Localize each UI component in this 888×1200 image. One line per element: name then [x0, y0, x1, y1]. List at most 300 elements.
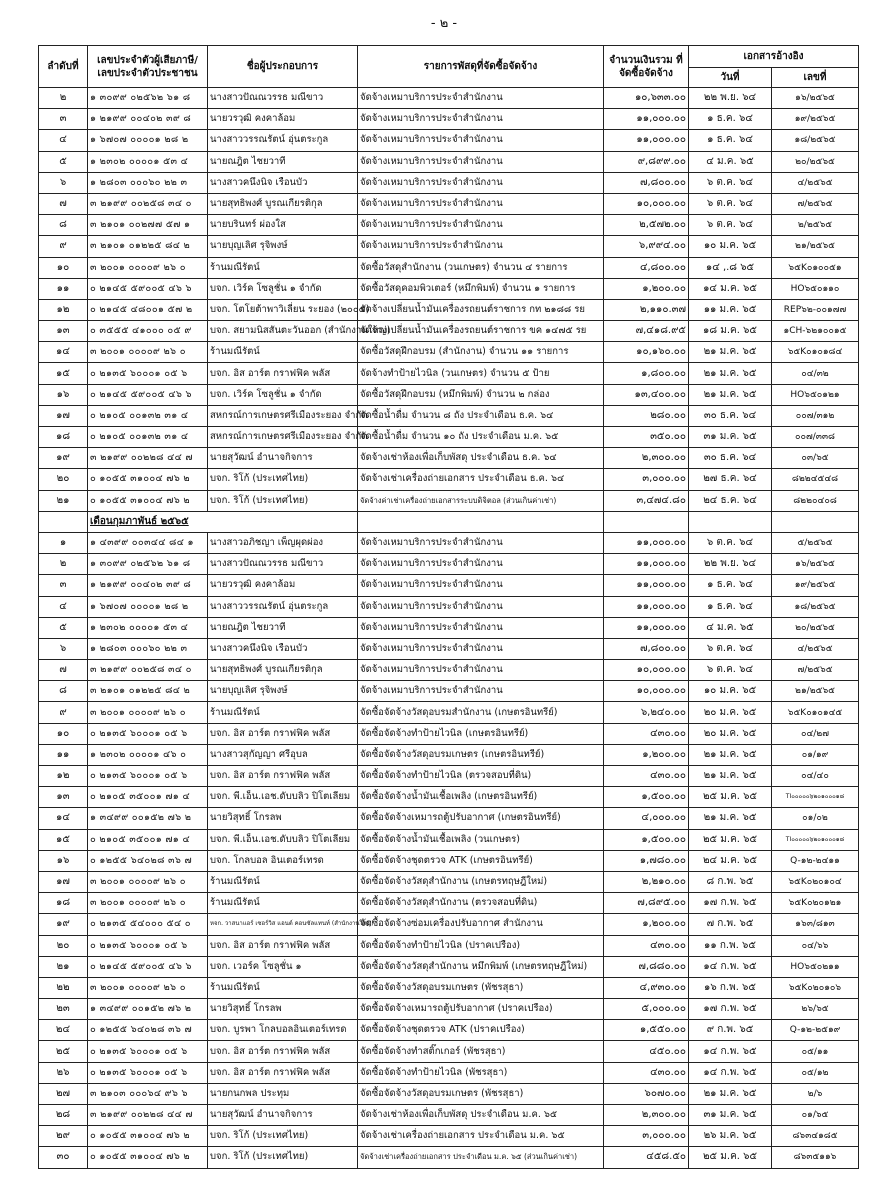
cell-doc-no: ๑CH-๖๒๑๐๐๑๕: [772, 321, 859, 342]
cell-item: จัดซื้อน้ำดื่ม จำนวน ๑๐ ถัง ประจำเดือน ม.ค. ๖๕: [358, 427, 604, 448]
cell-vendor: บจก. อิส อาร์ต กราฟฟิค พลัส: [208, 363, 358, 384]
cell-tax-id: ๓ ๒๐๐๑ ๐๐๐๐๙ ๒๖ ๐: [88, 257, 208, 278]
cell-amount: ๗,๘๐๐.๐๐: [604, 172, 689, 193]
cell-doc-no: ๖๕K๐๒๐๑๐๖: [772, 977, 859, 998]
cell-doc-no: ๖๕K๐๒๐๑๐๔: [772, 871, 859, 892]
cell-item: จัดซื้อจัดจ้างน้ำมันเชื้อเพลิง (วนเกษตร): [358, 829, 604, 850]
cell-no: ๑๕: [39, 829, 88, 850]
cell-doc-no: HO๖๕๐๒๑๑: [772, 956, 859, 977]
cell-vendor: นางสาวปัณณวรรธ มณีขาว: [208, 554, 358, 575]
header-amount: จำนวนเงินรวม ที่จัดซื้อจัดจ้าง: [604, 46, 689, 88]
cell-amount: ๑๐,๐๐๐.๐๐: [604, 681, 689, 702]
section-label: เดือนกุมภาพันธ์ ๒๕๖๕: [88, 511, 358, 532]
table-section-header: [39, 511, 859, 532]
cell-item: จัดจ้างเหมาบริการประจำสำนักงาน: [358, 172, 604, 193]
cell-no: ๙: [39, 236, 88, 257]
table-row: [39, 448, 859, 469]
table-row: [39, 575, 859, 596]
cell-date: ๑๐ ม.ค. ๖๕: [689, 236, 772, 257]
cell-date: ๖ ต.ค. ๖๔: [689, 172, 772, 193]
cell-item: จัดซื้อจัดจ้างวัสดุสำนักงาน (ตรวจสอบที่ดิน): [358, 893, 604, 914]
cell-date: ๒๒ พ.ย. ๖๔: [689, 554, 772, 575]
cell-vendor: นางสาวอภิชญา เพ็ญผุดผ่อง: [208, 532, 358, 553]
table-row: [39, 109, 859, 130]
cell-doc-no: ๐๔/๓๒: [772, 363, 859, 384]
cell-item: จัดจ้างเช่าห้องเพื่อเก็บพัสดุ ประจำเดือน ธ.ค. ๖๔: [358, 448, 604, 469]
cell-doc-no: ๕/๒๕๖๕: [772, 532, 859, 553]
cell-vendor: บจก. ริโก้ (ประเทศไทย): [208, 469, 358, 490]
cell-no: ๒๑: [39, 490, 88, 511]
cell-item: จัดจ้างเหมาบริการประจำสำนักงาน: [358, 130, 604, 151]
cell-date: ๑๘ ม.ค. ๖๕: [689, 321, 772, 342]
table-body-month-1: [39, 88, 859, 512]
cell-date: ๔ ม.ค. ๖๕: [689, 151, 772, 172]
cell-item: จัดซื้อจัดจ้างซ่อมเครื่องปรับอากาศ สำนักงาน: [358, 914, 604, 935]
cell-vendor: นางสาวคนึงนิจ เรือนบัว: [208, 172, 358, 193]
cell-no: ๑๔: [39, 342, 88, 363]
cell-date: ๒๑ ม.ค. ๖๕: [689, 342, 772, 363]
table-row: [39, 723, 859, 744]
cell-item: จัดซื้อวัสดุฝึกอบรม (หมึกพิมพ์) จำนวน ๒ กล่อง: [358, 384, 604, 405]
cell-no: ๔: [39, 130, 88, 151]
cell-item: จัดจ้างเช่าเครื่องถ่ายเอกสาร ประจำเดือน ม.ค. ๖๕: [358, 1126, 604, 1147]
table-row: [39, 850, 859, 871]
cell-doc-no: ๐๔/๔๐: [772, 766, 859, 787]
cell-tax-id: ๐ ๒๑๓๕ ๖๐๐๐๑ ๐๕ ๖: [88, 766, 208, 787]
cell-amount: ๑๑,๐๐๐.๐๐: [604, 532, 689, 553]
cell-amount: ๑,๕๐๐.๐๐: [604, 829, 689, 850]
cell-doc-no: ๗/๒๕๖๕: [772, 193, 859, 214]
cell-date: ๒๕ ม.ค. ๖๕: [689, 787, 772, 808]
cell-amount: ๓,๐๐๐.๐๐: [604, 1126, 689, 1147]
cell-doc-no: ๒๑/๒๕๖๕: [772, 681, 859, 702]
header-date: วันที่: [689, 68, 772, 88]
cell-no: ๗: [39, 660, 88, 681]
cell-tax-id: ๐ ๒๑๐๕ ๐๐๑๓๒ ๓๑ ๔: [88, 427, 208, 448]
cell-no: ๑๖: [39, 850, 88, 871]
cell-doc-no: ๒๑/๒๕๖๕: [772, 236, 859, 257]
cell-item: จัดจ้างเปลี่ยนน้ำมันเครื่องรถยนต์ราชการ ขค ๑๔๗๕ รย: [358, 321, 604, 342]
cell-vendor: บจก. อิส อาร์ต กราฟฟิค พลัส: [208, 723, 358, 744]
table-row: [39, 829, 859, 850]
cell-no: ๒๗: [39, 1083, 88, 1104]
cell-vendor: บจก. ริโก้ (ประเทศไทย): [208, 1147, 358, 1168]
cell-no: ๑๑: [39, 744, 88, 765]
cell-item: จัดจ้างเหมาบริการประจำสำนักงาน: [358, 236, 604, 257]
cell-amount: ๒,๓๐๐.๐๐: [604, 1105, 689, 1126]
cell-vendor: นางสาวคนึงนิจ เรือนบัว: [208, 638, 358, 659]
cell-no: ๑๙: [39, 914, 88, 935]
cell-tax-id: ๑ ๒๓๐๒ ๐๐๐๐๑ ๔๖ ๐: [88, 744, 208, 765]
cell-amount: ๑,๕๐๐.๐๐: [604, 787, 689, 808]
cell-amount: ๒,๓๐๐.๐๐: [604, 448, 689, 469]
table-row: [39, 342, 859, 363]
cell-amount: ๑,๒๐๐.๐๐: [604, 914, 689, 935]
cell-no: ๒๐: [39, 469, 88, 490]
table-row: [39, 1062, 859, 1083]
cell-tax-id: ๑ ๓๐๙๙ ๐๒๕๖๒ ๖๑ ๘: [88, 554, 208, 575]
header-vendor: ชื่อผู้ประกอบการ: [208, 46, 358, 88]
cell-date: ๖ ต.ค. ๖๔: [689, 215, 772, 236]
cell-doc-no: ๑๙/๒๕๖๕: [772, 575, 859, 596]
cell-tax-id: ๑ ๓๐๙๙ ๐๒๕๖๒ ๖๑ ๘: [88, 88, 208, 109]
cell-vendor: บจก. บูรพา โกลบอลอินเตอร์เทรด: [208, 1020, 358, 1041]
cell-date: ๑๑ ก.พ. ๖๕: [689, 935, 772, 956]
table-row: [39, 681, 859, 702]
cell-date: ๒๐ ม.ค. ๖๕: [689, 723, 772, 744]
cell-item: จัดจ้างเหมาบริการประจำสำนักงาน: [358, 660, 604, 681]
cell-doc-no: ๐๑/๖๕: [772, 1105, 859, 1126]
cell-no: ๑: [39, 532, 88, 553]
cell-doc-no: ๒/๖: [772, 1083, 859, 1104]
cell-date: ๒๐ ม.ค. ๖๕: [689, 702, 772, 723]
cell-date: ๑๐ ม.ค. ๖๕: [689, 681, 772, 702]
cell-doc-no: ๐๑/๐๒: [772, 808, 859, 829]
cell-tax-id: ๓ ๒๐๐๑ ๐๐๐๐๙ ๒๖ ๐: [88, 702, 208, 723]
cell-item: จัดซื้อจัดจ้างทำป้ายไวนิล (พัชรสุธา): [358, 1062, 604, 1083]
table-row: [39, 1126, 859, 1147]
cell-vendor: สหกรณ์การเกษตรศรีเมืองระยอง จำกัด: [208, 405, 358, 426]
cell-item: จัดซื้อน้ำดื่ม จำนวน ๘ ถัง ประจำเดือน ธ.ค. ๖๔: [358, 405, 604, 426]
cell-tax-id: ๑ ๒๘๐๓ ๐๐๐๖๐ ๒๒ ๓: [88, 172, 208, 193]
cell-item: จัดจ้างทำป้ายไวนิล (วนเกษตร) จำนวน ๕ ป้าย: [358, 363, 604, 384]
table-row: [39, 617, 859, 638]
cell-date: ๑๗ ก.พ. ๖๕: [689, 999, 772, 1020]
table-row: [39, 321, 859, 342]
header-item: รายการพัสดุที่จัดซื้อจัดจ้าง: [358, 46, 604, 88]
cell-vendor: ร้านมณีรัตน์: [208, 871, 358, 892]
cell-item: จัดซื้อจัดจ้างวัสดุอบรมเกษตร (เกษตรอินทรีย์): [358, 744, 604, 765]
cell-date: ๘ ก.พ. ๖๕: [689, 871, 772, 892]
cell-amount: ๑,๒๐๐.๐๐: [604, 744, 689, 765]
cell-vendor: นางสาววรรณรัตน์ อุ่นตระกูล: [208, 130, 358, 151]
cell-amount: ๖,๒๔๐.๐๐: [604, 702, 689, 723]
cell-doc-no: ๐๕/๑๒: [772, 1062, 859, 1083]
cell-doc-no: ๑๘/๒๕๖๕: [772, 130, 859, 151]
cell-tax-id: ๐ ๒๑๓๕ ๕๔๐๐๐ ๕๔ ๐: [88, 914, 208, 935]
table-body-february: [39, 532, 859, 1168]
cell-no: ๑๒: [39, 766, 88, 787]
cell-tax-id: ๓ ๒๑๐๓ ๐๐๐๖๔ ๙๖ ๖: [88, 1083, 208, 1104]
cell-no: ๖: [39, 638, 88, 659]
cell-vendor: นายณฎิต ไชยวาที: [208, 617, 358, 638]
cell-amount: ๑๐,๐๐๐.๐๐: [604, 193, 689, 214]
cell-no: ๑๑: [39, 278, 88, 299]
table-row: [39, 299, 859, 320]
cell-date: ๒๑ ม.ค. ๖๕: [689, 363, 772, 384]
cell-doc-no: ๐๔/๖๖: [772, 935, 859, 956]
cell-tax-id: ๓ ๒๑๙๙ ๐๐๒๒๘ ๔๔ ๗: [88, 448, 208, 469]
cell-vendor: สหกรณ์การเกษตรศรีเมืองระยอง จำกัด: [208, 427, 358, 448]
cell-vendor: บจก. เวอร์ค โซลูชั่น ๑: [208, 956, 358, 977]
cell-doc-no: ๒๐/๒๕๖๕: [772, 151, 859, 172]
cell-tax-id: ๑ ๒๑๙๙ ๐๐๔๐๒ ๓๙ ๘: [88, 575, 208, 596]
cell-no: ๒๔: [39, 1020, 88, 1041]
cell-item: จัดจ้างค่าเช่าเครื่องถ่ายเอกสารระบบดิจิตอล (ส่วนเกินค่าเช่า): [358, 490, 604, 511]
cell-vendor: ร้านมณีรัตน์: [208, 342, 358, 363]
cell-no: ๒๐: [39, 935, 88, 956]
cell-vendor: ร้านมณีรัตน์: [208, 257, 358, 278]
cell-item: จัดซื้อจัดจ้างทำป้ายไวนิล (ปราคเปรือง): [358, 935, 604, 956]
table-row: [39, 405, 859, 426]
cell-doc-no: ๗/๒๕๖๕: [772, 660, 859, 681]
cell-amount: ๔,๘๐๐.๐๐: [604, 257, 689, 278]
cell-no: ๒๖: [39, 1062, 88, 1083]
cell-item: จัดจ้างเช่าห้องเพื่อเก็บพัสดุ ประจำเดือน ม.ค. ๖๕: [358, 1105, 604, 1126]
cell-no: ๑๔: [39, 808, 88, 829]
cell-vendor: นายวิสุทธิ์ โกรลพ: [208, 999, 358, 1020]
cell-vendor: บจก. อิส อาร์ต กราฟฟิค พลัส: [208, 766, 358, 787]
cell-tax-id: ๑ ๖๗๐๗ ๐๐๐๐๑ ๒๘ ๒: [88, 130, 208, 151]
table-row: [39, 88, 859, 109]
cell-item: จัดซื้อจัดจ้างวัสดุอบรมเกษตร (พัชรสุธา): [358, 1083, 604, 1104]
cell-doc-no: ๐๓/๖๕: [772, 448, 859, 469]
cell-item: จัดจ้างเหมาบริการประจำสำนักงาน: [358, 638, 604, 659]
cell-tax-id: ๑ ๔๓๙๙ ๐๐๓๔๔ ๘๔ ๑: [88, 532, 208, 553]
cell-date: ๑ ธ.ค. ๖๔: [689, 130, 772, 151]
cell-date: ๑๔ ม.ค. ๖๕: [689, 278, 772, 299]
cell-doc-no: ๖๕K๐๒๐๑๒๑: [772, 893, 859, 914]
table-row: [39, 638, 859, 659]
cell-item: จัดจ้างเหมาบริการประจำสำนักงาน: [358, 554, 604, 575]
cell-amount: ๙,๘๙๙.๐๐: [604, 151, 689, 172]
cell-vendor: นายวรวุฒิ คงคาล้อม: [208, 109, 358, 130]
cell-no: ๒๒: [39, 977, 88, 998]
cell-no: ๒: [39, 88, 88, 109]
cell-tax-id: ๑ ๓๔๙๙ ๐๐๑๕๒ ๗๖ ๒: [88, 999, 208, 1020]
cell-doc-no: ๒/๒๕๖๕: [772, 215, 859, 236]
table-row: [39, 554, 859, 575]
cell-amount: ๔๓๐.๐๐: [604, 935, 689, 956]
cell-vendor: บจก. พี.เอ็น.เอช.ดับบลิว ปิโตเลียม: [208, 829, 358, 850]
cell-item: จัดซื้อวัสดุสำนักงาน (วนเกษตร) จำนวน ๔ รายการ: [358, 257, 604, 278]
cell-tax-id: ๑ ๒๘๐๓ ๐๐๐๖๐ ๒๒ ๓: [88, 638, 208, 659]
cell-vendor: หจก. วาสนาแอร์ เซอร์วิส แอนด์ คอนซัลแทนท์ (สำนักงานใหญ่): [208, 914, 358, 935]
cell-date: ๒๑ ม.ค. ๖๕: [689, 384, 772, 405]
cell-no: ๑๒: [39, 299, 88, 320]
cell-amount: ๓,๐๐๐.๐๐: [604, 469, 689, 490]
cell-date: ๒๖ ม.ค. ๖๕: [689, 1126, 772, 1147]
cell-vendor: บจก. อิส อาร์ต กราฟฟิค พลัส: [208, 1062, 358, 1083]
header-no: ลำดับที่: [39, 46, 88, 88]
cell-vendor: บจก. เวิร์ค โซลูชั่น ๑ จำกัด: [208, 278, 358, 299]
cell-amount: ๑๐,๑๖๐.๐๐: [604, 342, 689, 363]
cell-no: ๑๓: [39, 787, 88, 808]
table-row: [39, 1083, 859, 1104]
cell-date: ๒๑ ม.ค. ๖๕: [689, 744, 772, 765]
cell-doc-no: ๘๖๓๔๑๘๕: [772, 1126, 859, 1147]
table-row: [39, 660, 859, 681]
cell-amount: ๔๓๐.๐๐: [604, 1062, 689, 1083]
cell-doc-no: TI๐๐๐๐๐๖๒๐๑๐๐๐๑๘: [772, 829, 859, 850]
cell-no: ๑๘: [39, 893, 88, 914]
cell-item: จัดซื้อจัดจ้างทำป้ายไวนิล (ตรวจสอบที่ดิน): [358, 766, 604, 787]
table-row: [39, 469, 859, 490]
cell-date: ๑ ธ.ค. ๖๔: [689, 575, 772, 596]
cell-item: จัดซื้อจัดจ้างทำป้ายไวนิล (เกษตรอินทรีย์): [358, 723, 604, 744]
cell-vendor: นายสุทธิพงศ์ บูรณเกียรติกุล: [208, 193, 358, 214]
table-row: [39, 1041, 859, 1062]
table-row: [39, 893, 859, 914]
cell-amount: ๔,๙๓๐.๐๐: [604, 977, 689, 998]
cell-tax-id: ๑ ๒๓๐๒ ๐๐๐๐๑ ๕๓ ๔: [88, 617, 208, 638]
cell-item: จัดซื้อจัดจ้างเหมารถตู้ปรับอากาศ (เกษตรอินทรีย์): [358, 808, 604, 829]
cell-doc-no: Q-๑๒-๒๔๑๑: [772, 850, 859, 871]
cell-vendor: นางสาวปัณณวรรธ มณีขาว: [208, 88, 358, 109]
cell-date: ๑๔ ก.พ. ๖๕: [689, 1062, 772, 1083]
cell-tax-id: ๐ ๓๕๕๕ ๔๑๐๐๐ ๐๕ ๙: [88, 321, 208, 342]
cell-item: จัดจ้างเหมาบริการประจำสำนักงาน: [358, 88, 604, 109]
table-row: [39, 1105, 859, 1126]
cell-amount: ๑๓,๔๐๐.๐๐: [604, 384, 689, 405]
cell-tax-id: ๑ ๖๗๐๗ ๐๐๐๐๑ ๒๘ ๒: [88, 596, 208, 617]
cell-amount: ๑๑,๐๐๐.๐๐: [604, 130, 689, 151]
cell-amount: ๗,๘๘๐.๐๐: [604, 956, 689, 977]
cell-item: จัดจ้างเช่าเครื่องถ่ายเอกสาร ประจำเดือน ธ.ค. ๖๔: [358, 469, 604, 490]
cell-vendor: นางสาวสุกัญญา ศรีอุบล: [208, 744, 358, 765]
cell-item: จัดจ้างเหมาบริการประจำสำนักงาน: [358, 575, 604, 596]
cell-no: ๖: [39, 172, 88, 193]
cell-date: ๖ ต.ค. ๖๔: [689, 660, 772, 681]
cell-amount: ๔๕๐.๐๐: [604, 1041, 689, 1062]
cell-date: ๑๔ ,.๘ ๖๕: [689, 257, 772, 278]
cell-vendor: บจก. โตโยต้าพาวิเลี่ยน ระยอง (๒๐๐๕): [208, 299, 358, 320]
table-row: [39, 766, 859, 787]
table-row: [39, 257, 859, 278]
cell-date: ๖ ต.ค. ๖๔: [689, 638, 772, 659]
cell-tax-id: ๓ ๒๐๐๑ ๐๐๐๐๙ ๒๖ ๐: [88, 871, 208, 892]
cell-no: ๘: [39, 215, 88, 236]
cell-item: จัดซื้อวัสดุคอมพิวเตอร์ (หมึกพิมพ์) จำนวน ๑ รายการ: [358, 278, 604, 299]
cell-vendor: บจก. ริโก้ (ประเทศไทย): [208, 490, 358, 511]
header-tax-id: เลขประจำตัวผู้เสียภาษี/ เลขประจำตัวประชาชน: [88, 46, 208, 88]
cell-no: ๒๘: [39, 1105, 88, 1126]
cell-tax-id: ๐ ๒๑๓๕ ๖๐๐๐๑ ๐๕ ๖: [88, 723, 208, 744]
cell-tax-id: ๐ ๑๐๕๕ ๓๑๐๐๔ ๗๖ ๒: [88, 469, 208, 490]
table-row: [39, 702, 859, 723]
cell-doc-no: ๘๒๒๔๕๔๘: [772, 469, 859, 490]
cell-no: ๓: [39, 109, 88, 130]
cell-date: ๒๕ ม.ค. ๖๕: [689, 829, 772, 850]
cell-vendor: นายสุวัฒน์ อำนาจกิจการ: [208, 448, 358, 469]
cell-amount: ๑,๗๘๐.๐๐: [604, 850, 689, 871]
cell-doc-no: TI๐๐๐๐๐๖๒๐๑๐๐๐๑๘: [772, 787, 859, 808]
cell-date: ๒๑ ม.ค. ๖๕: [689, 766, 772, 787]
table-row: [39, 1147, 859, 1168]
cell-tax-id: ๓ ๒๑๐๑ ๐๑๒๒๕ ๘๔ ๒: [88, 681, 208, 702]
cell-date: ๒๔ ม.ค. ๖๕: [689, 850, 772, 871]
cell-item: จัดจ้างเหมาบริการประจำสำนักงาน: [358, 151, 604, 172]
cell-no: ๒๑: [39, 956, 88, 977]
cell-date: ๑๖ ก.พ. ๖๕: [689, 977, 772, 998]
cell-amount: ๑๑,๐๐๐.๐๐: [604, 109, 689, 130]
cell-vendor: นายกนกพล ประทุม: [208, 1083, 358, 1104]
table-row: [39, 363, 859, 384]
cell-tax-id: ๐ ๒๑๔๕ ๕๙๐๐๕ ๔๖ ๖: [88, 956, 208, 977]
cell-vendor: บจก. โกลบอล อินเตอร์เทรด: [208, 850, 358, 871]
cell-vendor: นายสุวัฒน์ อำนาจกิจการ: [208, 1105, 358, 1126]
cell-item: จัดจ้างเหมาบริการประจำสำนักงาน: [358, 681, 604, 702]
cell-tax-id: ๑ ๓๔๙๙ ๐๐๑๕๒ ๗๖ ๒: [88, 808, 208, 829]
table-row: [39, 384, 859, 405]
cell-vendor: ร้านมณีรัตน์: [208, 977, 358, 998]
table-row: [39, 193, 859, 214]
cell-item: จัดจ้างเหมาบริการประจำสำนักงาน: [358, 617, 604, 638]
cell-tax-id: ๐ ๑๐๕๕ ๓๑๐๐๔ ๗๖ ๒: [88, 1147, 208, 1168]
cell-date: ๖ ต.ค. ๖๔: [689, 532, 772, 553]
cell-doc-no: ๐๐๗/๓๓๘: [772, 427, 859, 448]
cell-vendor: นายบุญเลิศ รุจิพงษ์: [208, 236, 358, 257]
cell-amount: ๖,๙๙๔.๐๐: [604, 236, 689, 257]
cell-tax-id: ๐ ๒๑๔๕ ๕๙๐๐๕ ๔๖ ๖: [88, 278, 208, 299]
cell-vendor: บจก. อิส อาร์ต กราฟฟิค พลัส: [208, 1041, 358, 1062]
cell-amount: ๔๓๐.๐๐: [604, 723, 689, 744]
cell-no: ๑๘: [39, 427, 88, 448]
cell-doc-no: ๑๖/๒๕๖๕: [772, 88, 859, 109]
cell-amount: ๔๓๐.๐๐: [604, 766, 689, 787]
cell-doc-no: ๒๐/๒๕๖๕: [772, 617, 859, 638]
cell-tax-id: ๓ ๒๑๐๑ ๐๑๒๒๕ ๘๔ ๒: [88, 236, 208, 257]
cell-amount: ๒,๑๑๐.๓๗: [604, 299, 689, 320]
table-row: [39, 977, 859, 998]
cell-date: ๓๐ ธ.ค. ๖๔: [689, 405, 772, 426]
cell-tax-id: ๓ ๒๑๙๙ ๐๐๒๒๘ ๔๔ ๗: [88, 1105, 208, 1126]
cell-vendor: นายสุทธิพงศ์ บูรณเกียรติกุล: [208, 660, 358, 681]
cell-tax-id: ๓ ๒๐๐๑ ๐๐๐๐๙ ๒๖ ๐: [88, 977, 208, 998]
cell-no: ๑๐: [39, 723, 88, 744]
table-row: [39, 871, 859, 892]
cell-tax-id: ๓ ๒๐๐๑ ๐๐๐๐๙ ๒๖ ๐: [88, 342, 208, 363]
cell-no: ๔: [39, 596, 88, 617]
cell-no: ๑๓: [39, 321, 88, 342]
cell-amount: ๑๑,๐๐๐.๐๐: [604, 575, 689, 596]
cell-item: จัดจ้างเช่าเครื่องถ่ายเอกสาร ประจำเดือน ม.ค. ๖๕ (ส่วนเกินค่าเช่า): [358, 1147, 604, 1168]
cell-tax-id: ๐ ๒๑๐๕ ๓๕๐๐๑ ๗๑ ๔: [88, 787, 208, 808]
cell-date: ๒๗ ธ.ค. ๖๔: [689, 469, 772, 490]
cell-no: ๑๖: [39, 384, 88, 405]
cell-amount: ๖๐๗๐.๐๐: [604, 1083, 689, 1104]
cell-amount: ๗,๘๐๐.๐๐: [604, 638, 689, 659]
cell-vendor: บจก. พี.เอ็น.เอช.ดับบลิว ปิโตเลียม: [208, 787, 358, 808]
cell-item: จัดซื้อจัดจ้างวัสดุสำนักงาน หมึกพิมพ์ (เกษตรทฤษฎีใหม่): [358, 956, 604, 977]
cell-doc-no: ๖๕K๐๑๐๐๕๑: [772, 257, 859, 278]
cell-doc-no: ๑๖๓/๘๑๓: [772, 914, 859, 935]
cell-doc-no: HO๖๕๐๑๑๐: [772, 278, 859, 299]
cell-date: ๓๑ ม.ค. ๖๕: [689, 1105, 772, 1126]
table-row: [39, 914, 859, 935]
table-row: [39, 808, 859, 829]
cell-tax-id: ๐ ๒๑๓๕ ๖๐๐๐๑ ๐๕ ๖: [88, 1041, 208, 1062]
cell-doc-no: ๘๒๒๐๔๐๘: [772, 490, 859, 511]
cell-vendor: บจก. เวิร์ค โซลูชั่น ๑ จำกัด: [208, 384, 358, 405]
cell-no: ๒: [39, 554, 88, 575]
cell-vendor: นายวิสุทธิ์ โกรลพ: [208, 808, 358, 829]
cell-amount: ๑๑,๐๐๐.๐๐: [604, 596, 689, 617]
table-row: [39, 490, 859, 511]
cell-date: ๑๔ ก.พ. ๖๕: [689, 956, 772, 977]
cell-doc-no: Q-๑๒-๒๕๑๙: [772, 1020, 859, 1041]
cell-item: จัดซื้อจัดจ้างชุดตรวจ ATK (ปราคเปรือง): [358, 1020, 604, 1041]
cell-tax-id: ๐ ๑๒๕๕ ๖๔๐๒๘ ๓๖ ๗: [88, 1020, 208, 1041]
cell-doc-no: ๐๕/๑๑: [772, 1041, 859, 1062]
cell-doc-no: ๑๖/๒๕๖๕: [772, 554, 859, 575]
table-row: [39, 172, 859, 193]
cell-vendor: นายบุญเลิศ รุจิพงษ์: [208, 681, 358, 702]
cell-amount: ๗,๔๑๘.๙๕: [604, 321, 689, 342]
cell-tax-id: ๐ ๑๐๕๕ ๓๑๐๐๔ ๗๖ ๒: [88, 1126, 208, 1147]
table-row: [39, 935, 859, 956]
cell-tax-id: ๐ ๒๑๓๕ ๖๐๐๐๑ ๐๕ ๖: [88, 363, 208, 384]
